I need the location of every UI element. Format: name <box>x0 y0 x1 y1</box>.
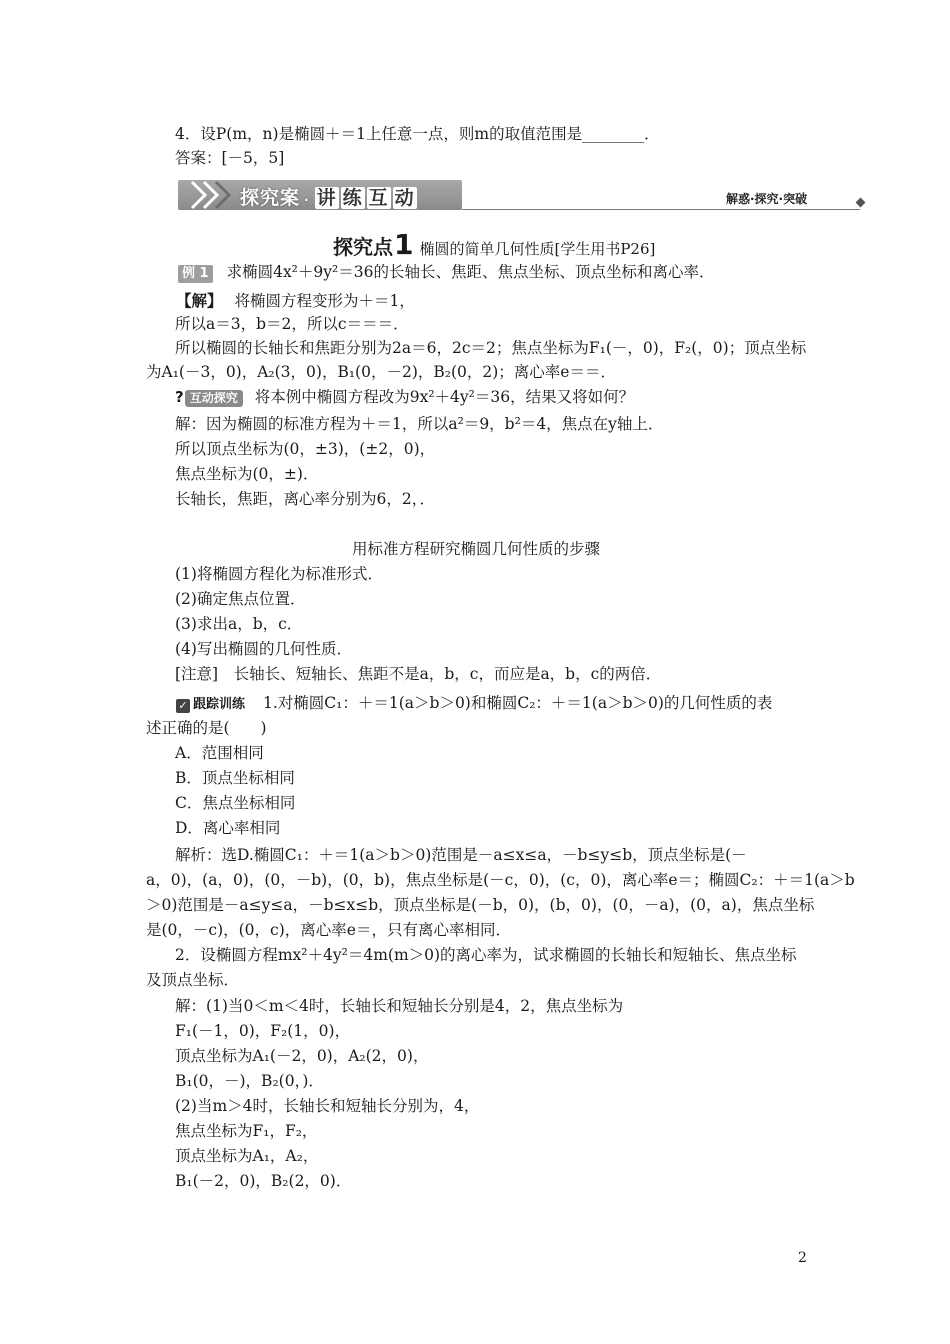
example-solution-line-2: 所以a＝3，b＝2，所以c＝＝＝． <box>175 315 409 333</box>
section-banner <box>178 180 462 210</box>
interactive-line-2: 所以顶点坐标为(0，±3)，(±2，0)， <box>175 440 436 458</box>
section-number: 1 <box>394 228 414 261</box>
header-tag: 解惑·探究·突破 <box>726 192 808 206</box>
question-2-line-1: 2．设椭圆方程mx²＋4y²＝4m(m＞0)的离心率为，试求椭圆的长轴长和短轴长、焦点坐标 <box>175 946 797 964</box>
option-d: D．离心率相同 <box>175 819 281 837</box>
question-4-answer: 答案：[－5，5] <box>175 149 285 167</box>
header-rule <box>462 209 860 210</box>
answer-2-line-4: B₁(0，－)，B₂(0，)． <box>175 1072 324 1090</box>
example-solution-line-4: 为A₁(－3，0)，A₂(3，0)，B₁(0，－2)，B₂(0，2)；离心率e＝＝． <box>146 363 616 381</box>
follow-q1-text: 1.对椭圆C₁：＋＝1(a＞b＞0)和椭圆C₂：＋＝1(a＞b＞0)的几何性质的表 <box>263 694 773 712</box>
follow-tag: 跟踪训练 <box>193 697 246 712</box>
banner-left-label: 探究案 <box>240 187 301 209</box>
solution-tag: 【解】 <box>176 291 223 310</box>
question-4: 4．设P(m，n)是椭圆＋＝1上任意一点，则m的取值范围是________． <box>175 125 660 143</box>
follow-q1-line-1 <box>176 693 772 715</box>
check-icon: ✓ <box>176 699 190 713</box>
example-tag: 例 1 <box>178 265 213 283</box>
diamond-icon <box>856 198 866 208</box>
banner-word-1: 讲 <box>316 187 337 209</box>
section-subtitle: 椭圆的简单几何性质[学生用书P26] <box>419 240 656 258</box>
answer-2-line-2: F₁(－1，0)，F₂(1，0)， <box>175 1022 351 1040</box>
answer-2-line-1: 解：(1)当0＜m＜4时，长轴长和短轴长分别是4，2，焦点坐标为 <box>175 997 624 1015</box>
method-note: [注意] 长轴长、短轴长、焦距不是a，b，c，而应是a，b，c的两倍． <box>175 665 662 683</box>
banner-word-3: 互 <box>368 187 389 209</box>
section-title <box>333 228 655 261</box>
interactive-line-4: 长轴长，焦距，离心率分别为6，2，． <box>175 490 435 508</box>
answer-2-line-6: 焦点坐标为F₁，F₂， <box>175 1122 318 1140</box>
question-2-line-2: 及顶点坐标． <box>146 971 240 989</box>
interactive-line-1: 解：因为椭圆的标准方程为＋＝1，所以a²＝9，b²＝4，焦点在y轴上． <box>175 415 664 433</box>
option-c: C．焦点坐标相同 <box>175 794 296 812</box>
answer-1-line-1: 解析：选D.椭圆C₁：＋＝1(a＞b＞0)范围是－a≤x≤a，－b≤y≤b，顶点坐标是(－ <box>175 846 747 864</box>
section-label: 探究点 <box>333 235 393 259</box>
answer-2-line-8: B₁(－2，0)，B₂(2，0)． <box>175 1172 352 1190</box>
example-solution-line-3: 所以椭圆的长轴长和焦距分别为2a＝6，2c＝2；焦点坐标为F₁(－，0)，F₂(，0)；顶点坐标 <box>175 339 807 357</box>
answer-2-line-7: 顶点坐标为A₁，A₂， <box>175 1147 319 1165</box>
answer-2-line-3: 顶点坐标为A₁(－2，0)，A₂(2，0)， <box>175 1047 429 1065</box>
method-step-1: (1)将椭圆方程化为标准形式． <box>175 565 383 583</box>
follow-q1-line-2: 述正确的是( ) <box>146 719 267 737</box>
interactive-line-3: 焦点坐标为(0，±)． <box>175 465 319 483</box>
option-b: B．顶点坐标相同 <box>175 769 295 787</box>
page-number: 2 <box>798 1250 807 1266</box>
method-step-3: (3)求出a，b，c． <box>175 615 303 633</box>
double-chevron-icon <box>188 180 238 210</box>
interactive-question: 将本例中椭圆方程改为9x²＋4y²＝36，结果又将如何？ <box>254 388 635 406</box>
example-1-question-line <box>178 262 714 283</box>
example-question: 求椭圆4x²＋9y²＝36的长轴长、焦距、焦点坐标、顶点坐标和离心率． <box>226 263 715 281</box>
answer-1-line-3: ＞0)范围是－a≤y≤a，－b≤x≤b，顶点坐标是(－b，0)，(b，0)，(0，－a)，(0，a)，焦点坐标 <box>146 896 815 914</box>
method-step-4: (4)写出椭圆的几何性质． <box>175 640 352 658</box>
interactive-tag: 互动探究 <box>185 390 243 407</box>
answer-1-line-4: 是(0，－c)，(0，c)，离心率e＝，只有离心率相同． <box>146 921 511 939</box>
method-step-2: (2)确定焦点位置． <box>175 590 306 608</box>
answer-1-line-2: a，0)，(a，0)，(0，－b)，(0，b)，焦点坐标是(－c，0)，(c，0)，离心率e＝；椭圆C₂：＋＝1(a＞b <box>146 871 855 889</box>
example-solution-line-1 <box>176 291 415 311</box>
solution-text-1: 将椭圆方程变形为＋＝1， <box>234 292 415 310</box>
question-mark-icon: ? <box>175 388 184 406</box>
answer-2-line-5: (2)当m＞4时，长轴长和短轴长分别为，4， <box>175 1097 480 1115</box>
method-title: 用标准方程研究椭圆几何性质的步骤 <box>351 540 600 558</box>
option-a: A．范围相同 <box>175 744 264 762</box>
interactive-question-line <box>175 387 634 407</box>
banner-word-2: 练 <box>342 187 363 209</box>
banner-dot: · <box>304 193 310 207</box>
banner-word-4: 动 <box>394 187 415 209</box>
